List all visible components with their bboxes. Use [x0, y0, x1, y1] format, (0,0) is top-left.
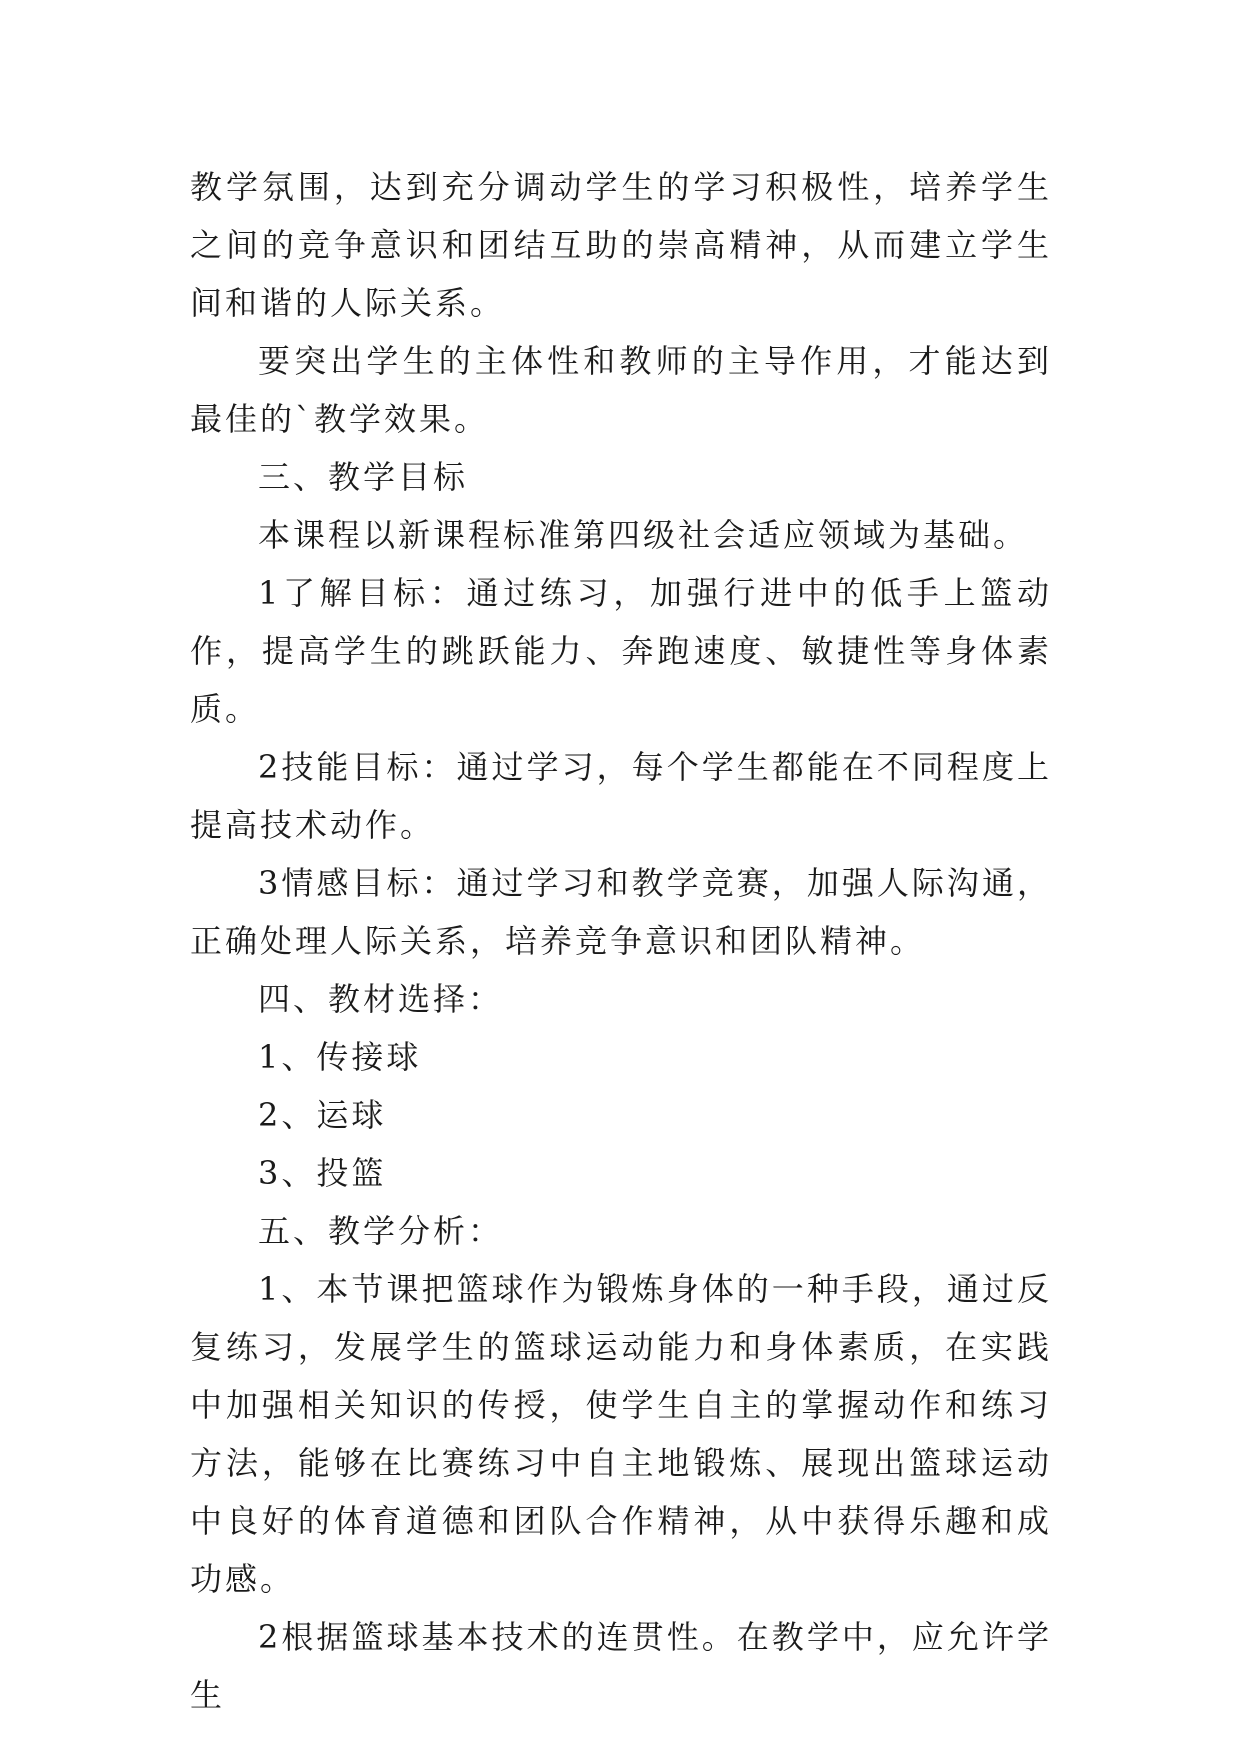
paragraph-teaching-effect: 要突出学生的主体性和教师的主导作用，才能达到最佳的`教学效果。	[190, 342, 1052, 438]
list-item-shooting: 3、投篮	[258, 1154, 387, 1192]
list-item-passing: 1、传接球	[258, 1038, 422, 1076]
section-heading-material-selection: 四、教材选择：	[258, 980, 504, 1018]
paragraph-analysis-two: 2根据篮球基本技术的连贯性。在教学中，应允许学生	[190, 1618, 1052, 1714]
section-heading-teaching-goals: 三、教学目标	[258, 458, 469, 496]
document-body	[190, 158, 1052, 1724]
paragraph-goal-understanding: 1了解目标：通过练习，加强行进中的低手上篮动作，提高学生的跳跃能力、奔跑速度、敏捷性等身体素质。	[190, 574, 1052, 728]
paragraph-intro-continuation: 教学氛围，达到充分调动学生的学习积极性，培养学生之间的竞争意识和团结互助的崇高精神，从而建立学生间和谐的人际关系。	[190, 168, 1052, 322]
paragraph-course-basis: 本课程以新课程标准第四级社会适应领域为基础。	[258, 516, 1029, 554]
list-item-dribbling: 2、运球	[258, 1096, 387, 1134]
paragraph-goal-skill: 2技能目标：通过学习，每个学生都能在不同程度上提高技术动作。	[190, 748, 1052, 844]
section-heading-teaching-analysis: 五、教学分析：	[258, 1212, 504, 1250]
paragraph-goal-emotion: 3情感目标：通过学习和教学竞赛，加强人际沟通，正确处理人际关系，培养竞争意识和团队精神。	[190, 864, 1052, 960]
paragraph-analysis-one: 1、本节课把篮球作为锻炼身体的一种手段，通过反复练习，发展学生的篮球运动能力和身体素质，在实践中加强相关知识的传授，使学生自主的掌握动作和练习方法，能够在比赛练习中自主地锻炼、展现出篮球运动中良好的体育道德和团队合作精神，从中获得乐趣和成功感。	[190, 1270, 1052, 1598]
